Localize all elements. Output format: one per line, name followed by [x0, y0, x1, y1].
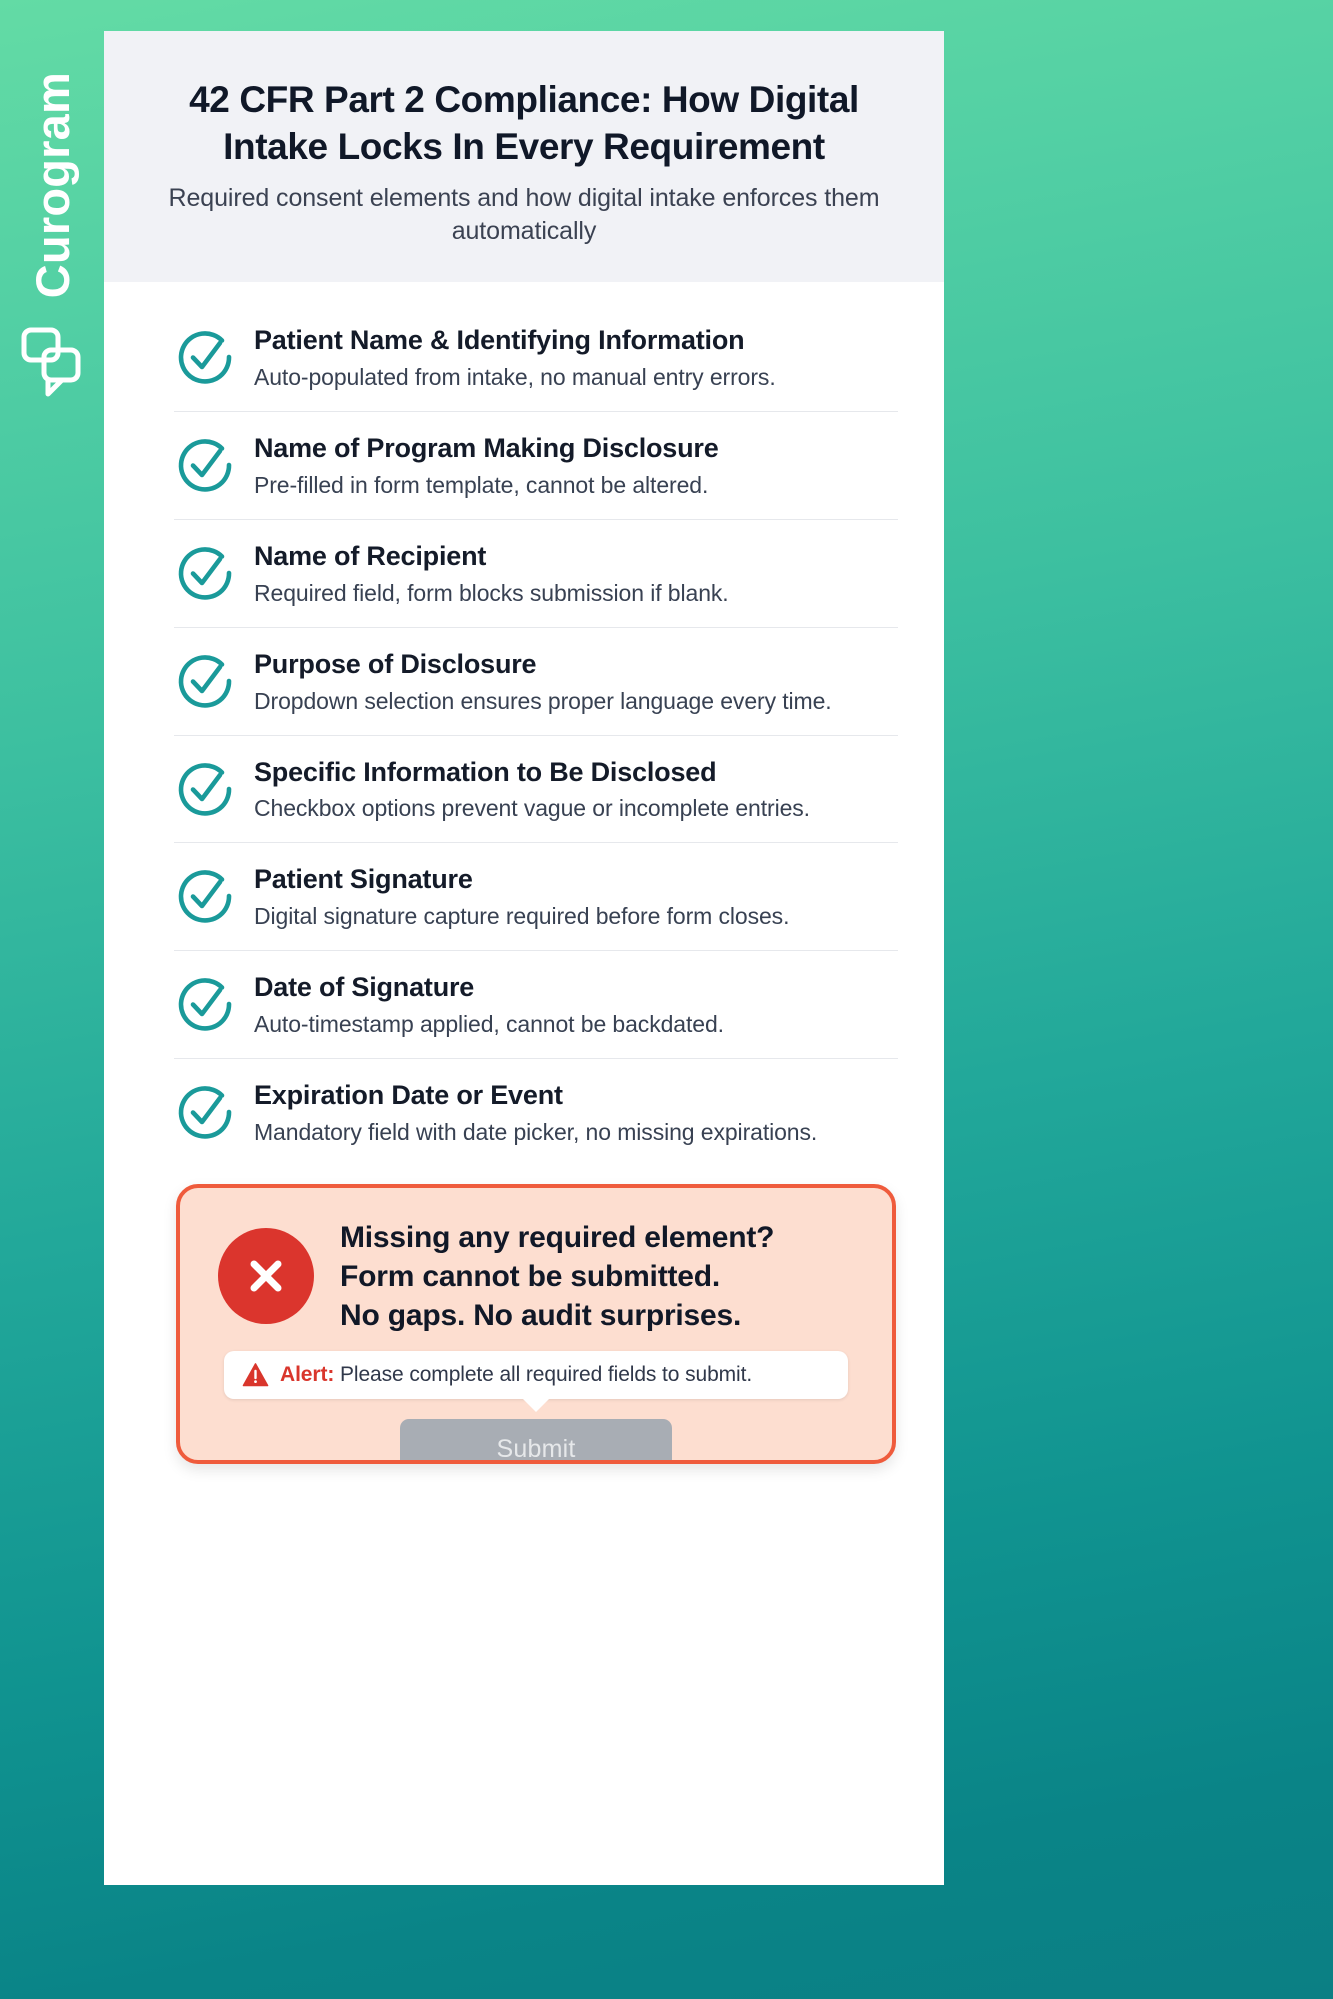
list-item	[174, 951, 898, 1059]
list-item	[174, 843, 898, 951]
list-item-title: Patient Signature	[254, 864, 473, 895]
list-item-title: Specific Information to Be Disclosed	[254, 756, 717, 787]
brand-name: Curogram	[25, 72, 79, 299]
list-item	[174, 628, 898, 736]
list-item-title: Name of Recipient	[254, 540, 487, 571]
callout-header	[206, 1218, 866, 1335]
callout-line-2: Form cannot be submitted.	[340, 1259, 721, 1293]
list-item-title: Name of Program Making Disclosure	[254, 433, 719, 464]
error-callout	[176, 1184, 896, 1464]
infographic-card	[104, 31, 944, 1885]
callout-line-1: Missing any required element?	[340, 1220, 775, 1254]
check-circle-icon	[174, 326, 236, 388]
alert-text	[280, 1363, 752, 1387]
list-item	[174, 412, 898, 520]
check-circle-icon	[174, 434, 236, 496]
callout-wrapper	[104, 1166, 944, 1464]
alert-message: Please complete all required fields to submit.	[334, 1362, 753, 1386]
x-circle-icon	[218, 1228, 314, 1324]
list-item	[174, 736, 898, 844]
list-item-description: Auto-populated from intake, no manual entry errors.	[254, 364, 776, 391]
brand-rail	[0, 0, 104, 1999]
card-header	[104, 31, 944, 282]
curogram-chat-bubbles-logo-icon	[18, 324, 86, 402]
page-title: 42 CFR Part 2 Compliance: How Digital Intake Locks In Every Requirement	[189, 79, 859, 168]
page-subtitle: Required consent elements and how digital intake enforces them automatically	[168, 183, 880, 245]
warning-triangle-icon	[242, 1362, 269, 1388]
check-circle-icon	[174, 758, 236, 820]
check-circle-icon	[174, 973, 236, 1035]
submit-button[interactable]: Submit	[400, 1419, 672, 1464]
list-item-title: Expiration Date or Event	[254, 1080, 563, 1111]
check-circle-icon	[174, 1081, 236, 1143]
requirements-checklist	[104, 282, 944, 1166]
list-item-description: Dropdown selection ensures proper language every time.	[254, 687, 832, 714]
list-item-description: Auto-timestamp applied, cannot be backdated.	[254, 1011, 724, 1038]
check-circle-icon	[174, 650, 236, 712]
check-circle-icon	[174, 542, 236, 604]
list-item-title: Purpose of Disclosure	[254, 648, 537, 679]
list-item-description: Pre-filled in form template, cannot be altered.	[254, 471, 709, 498]
list-item	[174, 1059, 898, 1166]
list-item	[174, 520, 898, 628]
list-item-title: Date of Signature	[254, 972, 475, 1003]
list-item-title: Patient Name & Identifying Information	[254, 325, 745, 356]
check-circle-icon	[174, 865, 236, 927]
list-item	[174, 304, 898, 412]
validation-alert-tooltip	[224, 1351, 848, 1399]
list-item-description: Checkbox options prevent vague or incomplete entries.	[254, 795, 810, 822]
list-item-description: Digital signature capture required before form closes.	[254, 903, 790, 930]
list-item-description: Required field, form blocks submission if blank.	[254, 579, 729, 606]
list-item-description: Mandatory field with date picker, no missing expirations.	[254, 1118, 818, 1145]
alert-label: Alert:	[280, 1362, 335, 1386]
callout-line-3: No gaps. No audit surprises.	[340, 1298, 742, 1332]
